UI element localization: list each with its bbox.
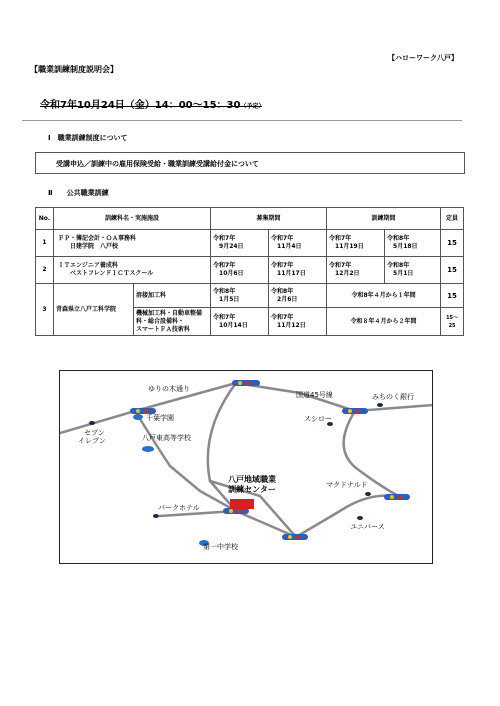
date-year: 令和8年: [387, 262, 410, 269]
row-no: 2: [36, 257, 54, 284]
date-day: 5月18日: [393, 243, 418, 250]
date-year: 令和7年: [271, 262, 294, 269]
recruit-start: [211, 308, 269, 336]
office-name: 【ハローワーク八戸】: [388, 54, 458, 62]
course-facility: ベストフレンドＩＣＴスクール: [70, 270, 154, 277]
access-map: [59, 370, 433, 564]
recruit-start: [211, 257, 269, 284]
section2-heading: [48, 188, 109, 198]
date-year: 令和7年: [213, 262, 236, 269]
date-day: 10月6日: [219, 270, 244, 277]
label-chiba: 千葉学園: [146, 414, 174, 422]
row-capacity: 15～25: [441, 308, 464, 336]
event-datetime-row: [40, 93, 264, 112]
recruit-start: [211, 230, 269, 257]
label-center-line2: 訓練センター: [228, 485, 276, 494]
recruit-start: [211, 284, 269, 308]
divider: [22, 120, 462, 121]
train-end: [385, 257, 441, 284]
course-name: 機械加工科・自動車整備: [136, 309, 203, 317]
recruit-end: [269, 308, 327, 336]
label-center-line1: 八戸地域職業: [228, 475, 276, 484]
header-recruit: 募集期間: [211, 208, 327, 230]
course-name: スマートＦＡ技術科: [136, 325, 190, 333]
train-end: [385, 230, 441, 257]
date-day: 11月17日: [277, 270, 306, 277]
course-name: ＦＰ・簿記会計・ＯＡ事務科: [58, 235, 137, 242]
train-start: [327, 230, 385, 257]
course-facility: 日建学院 八戸校: [70, 243, 119, 250]
course-table: [35, 207, 464, 336]
table-row: [36, 284, 464, 308]
datetime-underline: [40, 106, 262, 107]
label-road-route45: 国道45号線: [296, 391, 333, 399]
train-start: [327, 257, 385, 284]
row-facility: 青森県立八戸工科学院: [54, 284, 134, 336]
table-row: [36, 230, 464, 257]
label-training-center: [228, 475, 276, 495]
training-period: 令和８年４月から２年間: [327, 308, 441, 336]
section1-title: 職業訓練制度について: [57, 134, 128, 142]
label-park-hotel: パークホテル: [158, 504, 200, 512]
row-course: [54, 257, 211, 284]
section2-title: 公共職業訓練: [66, 189, 109, 197]
section1-box: [35, 152, 465, 174]
date-year: 令和7年: [213, 313, 236, 321]
header-training: 訓練期間: [327, 208, 441, 230]
header-no: No.: [36, 208, 54, 230]
course-name: ＩＴエンジニア養成科: [58, 262, 118, 269]
label-seven-line2: イレブン: [78, 437, 106, 445]
header-course: 訓練科名・実施施設: [54, 208, 211, 230]
header-capacity: 定員: [441, 208, 464, 230]
event-datetime-note: （予定）: [240, 103, 265, 110]
date-day: 2月6日: [277, 295, 298, 303]
recruit-end: [269, 230, 327, 257]
date-day: 12月2日: [335, 270, 360, 277]
row-course: [54, 230, 211, 257]
date-day: 5月1日: [393, 270, 414, 277]
date-year: 令和7年: [329, 262, 352, 269]
section1-content: 受講申込／訓練中の雇用保険受給・職業訓練受講給付金について: [56, 160, 259, 168]
row-capacity: 15: [441, 257, 464, 284]
label-daiichi: 第一中学校: [203, 543, 238, 551]
recruit-end: [269, 257, 327, 284]
date-year: 令和8年: [213, 287, 236, 295]
section1-number: Ⅰ: [48, 134, 51, 142]
label-mcdonalds: マクドナルド: [326, 481, 368, 489]
date-year: 令和7年: [329, 235, 352, 242]
date-day: 11月19日: [335, 243, 364, 250]
sub-course: [134, 308, 211, 336]
date-year: 令和7年: [213, 235, 236, 242]
section1-heading: [48, 133, 127, 143]
date-day: 1月5日: [219, 295, 240, 303]
table-row: [36, 257, 464, 284]
row-capacity: 15: [441, 230, 464, 257]
date-day: 9月24日: [219, 243, 244, 250]
label-road-yurinoki: ゆりの木通り: [148, 385, 190, 393]
date-year: 令和7年: [271, 313, 294, 321]
date-year: 令和8年: [387, 235, 410, 242]
row-no: 3: [36, 284, 54, 336]
date-day: 11月4日: [277, 243, 302, 250]
label-hachinohe-higashi: 八戸東高等学校: [142, 434, 191, 442]
label-sushiro: スシロー: [304, 415, 332, 423]
doc-title: 【職業訓練制度説明会】: [30, 65, 118, 74]
date-year: 令和8年: [271, 287, 294, 295]
road-left: [135, 411, 236, 511]
label-seven-line1: セブン: [84, 429, 105, 437]
date-day: 11月12日: [277, 321, 306, 329]
label-seven: [78, 429, 106, 445]
date-year: 令和7年: [271, 235, 294, 242]
course-name: 科・総合設備科・: [136, 317, 185, 325]
recruit-end: [269, 284, 327, 308]
training-period: 令和8年４月から１年間: [327, 284, 441, 308]
road-yurinoki: [60, 383, 433, 433]
row-capacity: 15: [441, 284, 464, 308]
event-datetime: 令和7年10月24日（金）14：00～15：30: [40, 100, 241, 111]
date-day: 10月14日: [219, 321, 248, 329]
section2-number: Ⅱ: [48, 189, 53, 197]
label-universe: ユニバース: [350, 523, 385, 531]
row-no: 1: [36, 230, 54, 257]
label-michinoku: みちのく銀行: [372, 393, 414, 401]
sub-course: 溶接加工科: [134, 284, 211, 308]
table-header-row: [36, 208, 464, 230]
